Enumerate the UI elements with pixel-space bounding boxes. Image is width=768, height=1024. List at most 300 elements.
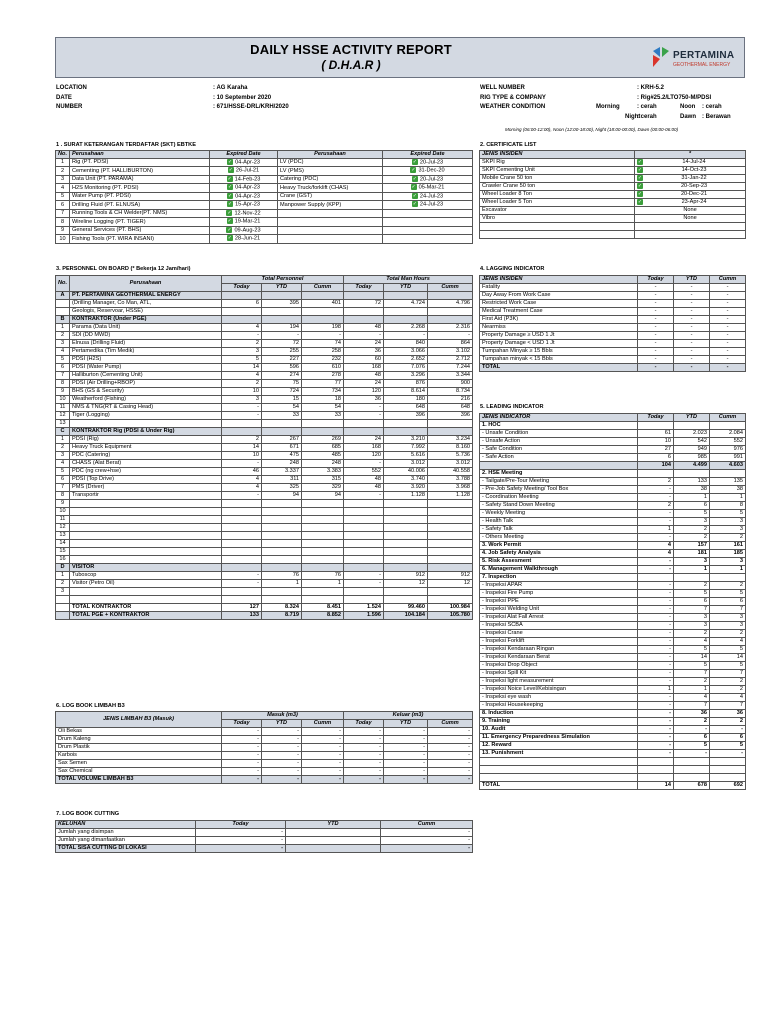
table-row xyxy=(56,556,473,564)
pob-value: 24 xyxy=(344,436,384,444)
pob-value: - xyxy=(302,332,344,340)
table-row xyxy=(56,316,473,324)
cutting-table xyxy=(55,820,473,853)
table-row xyxy=(56,388,473,396)
table-row xyxy=(56,209,473,217)
pob-value: 3.296 xyxy=(384,372,428,380)
table-row-total xyxy=(480,364,746,372)
pob-company: PDC (ng crew+hse) xyxy=(70,468,222,476)
check-icon: ✓ xyxy=(411,184,416,191)
pob-value: 99.460 xyxy=(384,604,428,612)
pob-value: - xyxy=(222,572,262,580)
table-row xyxy=(56,612,473,620)
leading-type: 9. Training xyxy=(480,718,638,726)
leading-value: 14 xyxy=(674,654,710,662)
skt-company: Cementing (PT. HALLIBURTON) xyxy=(70,167,210,175)
leading-type: - Inspeksi Forklift xyxy=(480,638,638,646)
pob-no: 13 xyxy=(56,420,70,428)
pob-value: - xyxy=(344,572,384,580)
cutting-total-value: - xyxy=(196,845,286,853)
skt-expired-date xyxy=(383,167,473,175)
pob-value: 7.076 xyxy=(384,364,428,372)
leading-value: 949 xyxy=(674,446,710,454)
table-row xyxy=(480,694,746,702)
pob-no: 6 xyxy=(56,364,70,372)
pob-value: 24 xyxy=(344,340,384,348)
pob-value: 168 xyxy=(344,364,384,372)
lagging-section-title: 4. LAGGING INDICATOR xyxy=(480,266,545,272)
pob-value xyxy=(222,420,262,428)
pob-value: 15 xyxy=(262,396,302,404)
cutting-value: - xyxy=(381,829,473,837)
table-row xyxy=(480,175,746,183)
check-icon: ✓ xyxy=(637,191,643,197)
pob-no xyxy=(56,308,70,316)
cutting-value: - xyxy=(196,837,286,845)
cert-date-text: 23-Apr-24 xyxy=(681,199,707,205)
pob-company: PDSI (Water Pump) xyxy=(70,364,222,372)
skt-expired-date xyxy=(210,226,278,234)
pob-value: 3.066 xyxy=(384,348,428,356)
lagging-type: First Aid (P3K) xyxy=(480,316,638,324)
leading-type: - Unsafe Action xyxy=(480,438,638,446)
cert-type: SKPI Rig xyxy=(480,159,635,167)
table-row xyxy=(480,710,746,718)
pob-value: 311 xyxy=(262,476,302,484)
pob-value xyxy=(222,556,262,564)
lagging-type: Property Damage ≥ USD 1 Jt xyxy=(480,332,638,340)
pob-company: Heavy Truck Equipment xyxy=(70,444,222,452)
pob-no: 4 xyxy=(56,348,70,356)
table-row xyxy=(56,308,473,316)
pob-value: 8.324 xyxy=(262,604,302,612)
pob-value: 10 xyxy=(222,452,262,460)
table-row xyxy=(480,300,746,308)
cert-date xyxy=(635,175,746,183)
table-row xyxy=(56,752,473,760)
lagging-value: - xyxy=(710,340,746,348)
leading-value: - xyxy=(638,622,674,630)
pob-value xyxy=(344,308,384,316)
limbah-value: - xyxy=(262,760,302,768)
pob-value: 12 xyxy=(384,580,428,588)
limbah-type: Sax Chemical xyxy=(56,768,222,776)
pob-company: Geologis, Reservoar, HSSE) xyxy=(70,308,222,316)
pob-no: 12 xyxy=(56,412,70,420)
pob-value: 648 xyxy=(384,404,428,412)
limbah-value: - xyxy=(302,760,344,768)
limbah-header-out-cumm: Cumm xyxy=(428,720,473,728)
leading-value: - xyxy=(638,750,674,758)
pob-no: 14 xyxy=(56,540,70,548)
pob-value: 232 xyxy=(302,356,344,364)
check-icon: ✓ xyxy=(227,201,233,208)
pob-no: 2 xyxy=(56,332,70,340)
table-row xyxy=(56,184,473,192)
pob-value: 8.852 xyxy=(302,612,344,620)
pob-value: 2.712 xyxy=(428,356,473,364)
pob-no: 7 xyxy=(56,484,70,492)
limbah-value: - xyxy=(428,760,473,768)
leading-type xyxy=(480,462,638,470)
pob-company: TOTAL KONTRAKTOR xyxy=(70,604,222,612)
pob-company: Tiger (Logging) xyxy=(70,412,222,420)
pob-value: - xyxy=(344,332,384,340)
leading-value: - xyxy=(638,630,674,638)
skt-no: 9 xyxy=(56,226,70,234)
skt-company: Wireline Logging (PT. TIGER) xyxy=(70,218,210,226)
limbah-header-in-ytd: YTD xyxy=(262,720,302,728)
table-row xyxy=(56,596,473,604)
leading-type: - Inspeksi APAR xyxy=(480,582,638,590)
table-row xyxy=(56,768,473,776)
limbah-value: - xyxy=(384,744,428,752)
check-icon: ✓ xyxy=(412,175,417,182)
table-row xyxy=(56,484,473,492)
pob-no: 9 xyxy=(56,388,70,396)
lagging-value: - xyxy=(710,284,746,292)
pob-value xyxy=(302,588,344,596)
pob-value: 876 xyxy=(384,380,428,388)
table-row xyxy=(480,550,746,558)
table-row xyxy=(480,308,746,316)
pob-company: VISITOR xyxy=(70,564,222,572)
leading-value: 133 xyxy=(674,478,710,486)
leading-value: 2 xyxy=(638,478,674,486)
leading-type: 13. Punishment xyxy=(480,750,638,758)
leading-value: 5 xyxy=(674,742,710,750)
pob-value: 12 xyxy=(428,580,473,588)
leading-value: 1 xyxy=(674,494,710,502)
pob-value: - xyxy=(344,412,384,420)
pob-company: Pertamedika (Tim Medik) xyxy=(70,348,222,356)
pob-no: 4 xyxy=(56,460,70,468)
check-icon: ✓ xyxy=(228,167,233,174)
pob-value: 3.788 xyxy=(428,476,473,484)
pob-company xyxy=(70,588,222,596)
limbah-value: - xyxy=(384,736,428,744)
leading-type: - Safety Talk xyxy=(480,526,638,534)
cutting-value: - xyxy=(381,837,473,845)
empty-cell xyxy=(480,231,635,239)
pob-value: 864 xyxy=(428,340,473,348)
table-row xyxy=(480,590,746,598)
leading-value: - xyxy=(638,486,674,494)
cutting-total-value: - xyxy=(381,845,473,853)
lagging-value: - xyxy=(674,324,710,332)
noon-value: : cerah xyxy=(702,104,722,110)
pob-value xyxy=(384,556,428,564)
leading-value: 3 xyxy=(710,526,746,534)
skt-company: Running Tools & CH Welder(PT. NMS) xyxy=(70,209,210,217)
leading-value xyxy=(638,774,674,782)
leading-value: 7 xyxy=(710,606,746,614)
table-row xyxy=(56,548,473,556)
lagging-header-ytd: YTD xyxy=(674,276,710,284)
skt-company-2 xyxy=(278,218,383,226)
pob-value: 840 xyxy=(384,340,428,348)
leading-value: 5 xyxy=(710,742,746,750)
table-row xyxy=(480,534,746,542)
pob-company: Parama (Data Unit) xyxy=(70,324,222,332)
pob-company: KONTRAKTOR Rig (PDSI & Under Rig) xyxy=(70,428,222,436)
skt-expired-date xyxy=(383,218,473,226)
leading-type xyxy=(480,774,638,782)
leading-type: - Inspeksi Crane xyxy=(480,630,638,638)
table-row xyxy=(480,470,746,478)
pob-value xyxy=(344,548,384,556)
pob-company xyxy=(70,540,222,548)
leading-value: 2 xyxy=(674,678,710,686)
pob-value xyxy=(344,292,384,300)
pob-value: - xyxy=(222,332,262,340)
lagging-type: Tumpahan Minyak ≥ 15 Bbls xyxy=(480,348,638,356)
pob-value: 77 xyxy=(302,380,344,388)
lagging-table xyxy=(479,275,746,372)
pob-value xyxy=(344,532,384,540)
leading-value: 8 xyxy=(710,502,746,510)
leading-value: - xyxy=(638,646,674,654)
expired-date-text: 05-Mar-21 xyxy=(418,184,445,191)
pob-value: 72 xyxy=(262,340,302,348)
cert-date xyxy=(635,159,746,167)
pob-no: 7 xyxy=(56,372,70,380)
leading-value xyxy=(638,470,674,478)
pob-value: 5.736 xyxy=(428,452,473,460)
night-value: : cerah xyxy=(637,114,657,120)
pob-company: PDSI (Air Drilling+RBOP) xyxy=(70,380,222,388)
leading-value: 5 xyxy=(710,662,746,670)
skt-company: H2S Monitoring (PT. PDSI) xyxy=(70,184,210,192)
pob-value xyxy=(302,548,344,556)
pob-value: 48 xyxy=(344,484,384,492)
leading-value: - xyxy=(638,558,674,566)
pob-value: 3.383 xyxy=(302,468,344,476)
leading-value xyxy=(674,422,710,430)
leading-type: - Inspeksi SCBA xyxy=(480,622,638,630)
pob-value: 3.968 xyxy=(428,484,473,492)
table-row xyxy=(480,284,746,292)
limbah-type: Drum Plastik xyxy=(56,744,222,752)
limbah-total-value: - xyxy=(222,776,262,784)
pob-value: 48 xyxy=(344,324,384,332)
pob-value: 216 xyxy=(428,396,473,404)
table-row xyxy=(56,412,473,420)
pob-value xyxy=(222,428,262,436)
logo-name: PERTAMINA xyxy=(673,50,735,61)
table-row xyxy=(56,516,473,524)
pob-value: 120 xyxy=(344,452,384,460)
skt-company: Rig (PT. PDSI) xyxy=(70,159,210,167)
leading-value: 2 xyxy=(710,678,746,686)
pob-company: PMS (Driver) xyxy=(70,484,222,492)
weather-time-note: Morning (06:00-12:00), Noon (12:00-18:00), Night (18:00-00:00), Dawn (00:00-06:00) xyxy=(505,127,679,132)
limbah-header-out-today: Today xyxy=(344,720,384,728)
pob-value: - xyxy=(344,580,384,588)
limbah-header-in-today: Today xyxy=(222,720,262,728)
leading-value: 5 xyxy=(674,590,710,598)
leading-type: - Inspeksi Alat Fall Arrest xyxy=(480,614,638,622)
pob-value: 7.992 xyxy=(384,444,428,452)
table-row xyxy=(480,726,746,734)
check-icon: ✓ xyxy=(637,175,643,181)
leading-value: 5 xyxy=(710,590,746,598)
pob-no: A xyxy=(56,292,70,300)
pob-value: 401 xyxy=(302,300,344,308)
pob-value xyxy=(302,292,344,300)
leading-type: 11. Emergency Preparedness Simulation xyxy=(480,734,638,742)
skt-header-expired: Expired Date xyxy=(210,151,278,159)
pob-company: Elnusa (Drilling Fluid) xyxy=(70,340,222,348)
leading-value: 2 xyxy=(674,526,710,534)
cutting-header-ytd: YTD xyxy=(286,821,381,829)
skt-expired-date xyxy=(383,201,473,209)
info-value: : 671/HSSE-DRL/KRH/2020 xyxy=(213,104,289,110)
table-row xyxy=(480,502,746,510)
pob-value xyxy=(222,508,262,516)
pob-value: 198 xyxy=(302,324,344,332)
leading-header-cumm: Cumm xyxy=(710,414,746,422)
limbah-value: - xyxy=(222,744,262,752)
check-icon: ✓ xyxy=(227,159,233,165)
skt-expired-date xyxy=(383,159,473,167)
pob-value xyxy=(384,532,428,540)
pob-header-total-personnel: Total Personnel xyxy=(222,276,344,284)
skt-no: 5 xyxy=(56,192,70,200)
limbah-value: - xyxy=(302,736,344,744)
info-label: NUMBER xyxy=(56,104,83,110)
skt-expired-date xyxy=(383,192,473,200)
leading-value: - xyxy=(638,590,674,598)
table-row xyxy=(480,438,746,446)
pob-value: - xyxy=(222,492,262,500)
pob-value: - xyxy=(344,460,384,468)
pob-value xyxy=(384,292,428,300)
leading-value: 6 xyxy=(674,502,710,510)
leading-value: 1 xyxy=(710,566,746,574)
table-row xyxy=(56,604,473,612)
pob-value: 1.128 xyxy=(384,492,428,500)
pob-value: 396 xyxy=(428,412,473,420)
table-row xyxy=(56,588,473,596)
leading-value: 1 xyxy=(674,686,710,694)
table-row xyxy=(480,542,746,550)
pob-value: 724 xyxy=(262,388,302,396)
night-label: Night xyxy=(625,114,641,120)
leading-value xyxy=(710,758,746,766)
pob-value: 2.316 xyxy=(428,324,473,332)
skt-expired-date xyxy=(210,184,278,192)
skt-section-title: 1 . SURAT KETERANGAN TERDAFTAR (SKT) EBTKE xyxy=(56,142,196,148)
info-label: WELL NUMBER xyxy=(480,85,525,91)
table-row xyxy=(480,582,746,590)
pob-company: Tuboscop xyxy=(70,572,222,580)
lagging-value: - xyxy=(674,340,710,348)
pob-no xyxy=(56,612,70,620)
expired-date-text: 24-Jul-23 xyxy=(419,193,444,200)
pob-value: 4 xyxy=(222,372,262,380)
pob-value: 278 xyxy=(302,372,344,380)
skt-expired-date xyxy=(210,235,278,243)
pob-value xyxy=(344,556,384,564)
table-row xyxy=(56,300,473,308)
table-row xyxy=(480,662,746,670)
check-icon: ✓ xyxy=(227,175,232,182)
lagging-value: - xyxy=(638,348,674,356)
lagging-type: Day Away From Work Case xyxy=(480,292,638,300)
pob-header-mh-cumm: Cumm xyxy=(428,284,473,292)
pob-company xyxy=(70,532,222,540)
table-row xyxy=(56,348,473,356)
cert-type: Excavator xyxy=(480,207,635,215)
leading-value: 14 xyxy=(638,782,674,790)
pob-value xyxy=(428,540,473,548)
pob-value xyxy=(428,532,473,540)
limbah-value: - xyxy=(428,752,473,760)
pob-value: 3.740 xyxy=(384,476,428,484)
pob-value: 46 xyxy=(222,468,262,476)
pob-value xyxy=(302,316,344,324)
limbah-value: - xyxy=(428,736,473,744)
table-row xyxy=(56,760,473,768)
pob-value: 8.719 xyxy=(262,612,302,620)
pob-value: 48 xyxy=(344,372,384,380)
leading-value: 7 xyxy=(710,702,746,710)
table-row xyxy=(480,316,746,324)
expired-date-text: 14-Feb-23 xyxy=(234,176,261,183)
skt-no: 7 xyxy=(56,209,70,217)
cert-type: Vibro xyxy=(480,215,635,223)
leading-value: - xyxy=(638,510,674,518)
pob-value: 3.102 xyxy=(428,348,473,356)
leading-type: - Inspeksi PPE xyxy=(480,598,638,606)
info-value: : AG Karaha xyxy=(213,85,248,91)
skt-company: Drilling Fluid (PT. ELNUSA) xyxy=(70,201,210,209)
cert-date-text: 20-Sep-23 xyxy=(680,183,708,189)
table-row-total xyxy=(56,845,473,853)
pob-value xyxy=(344,596,384,604)
pob-value: 120 xyxy=(344,388,384,396)
skt-expired-date xyxy=(210,201,278,209)
pob-value xyxy=(428,548,473,556)
info-label: LOCATION xyxy=(56,85,87,91)
leading-value: - xyxy=(710,750,746,758)
limbah-value: - xyxy=(344,768,384,776)
pob-no: C xyxy=(56,428,70,436)
lagging-value: - xyxy=(638,284,674,292)
table-row xyxy=(56,192,473,200)
table-row xyxy=(480,332,746,340)
pob-value xyxy=(302,308,344,316)
expired-date-text: 15-Apr-23 xyxy=(235,201,260,208)
table-row xyxy=(480,462,746,470)
skt-expired-date xyxy=(210,175,278,183)
leading-value: - xyxy=(638,702,674,710)
lagging-value: - xyxy=(710,308,746,316)
expired-date-text: 04-Apr-23 xyxy=(235,193,260,200)
pob-value xyxy=(384,588,428,596)
pob-value: 74 xyxy=(302,340,344,348)
skt-no: 3 xyxy=(56,175,70,183)
table-row xyxy=(56,235,473,243)
leading-value: 6 xyxy=(710,598,746,606)
pob-table xyxy=(55,275,473,620)
leading-value: 2 xyxy=(674,534,710,542)
cert-date-text: 31-Jan-22 xyxy=(681,175,707,181)
pob-value: 10 xyxy=(222,388,262,396)
expired-date-text: 24-Jul-23 xyxy=(419,201,444,208)
pob-value: 255 xyxy=(262,348,302,356)
